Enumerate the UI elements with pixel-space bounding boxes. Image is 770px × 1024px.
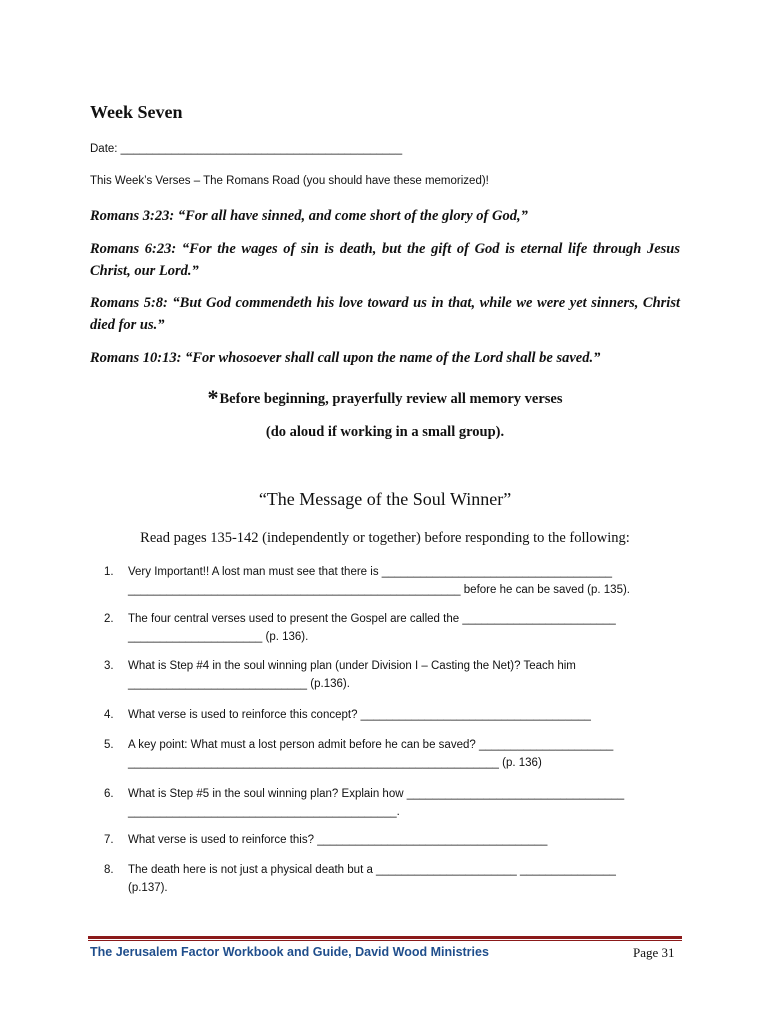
answer-line[interactable]: _____________________ (p. 136). bbox=[128, 631, 309, 643]
verses-intro: This Week’s Verses – The Romans Road (you should have these memorized)! bbox=[90, 175, 489, 187]
footer-rule-thin bbox=[88, 940, 682, 941]
footer-title: The Jerusalem Factor Workbook and Guide, David Wood Ministries bbox=[90, 945, 489, 959]
question-text[interactable]: What verse is used to reinforce this? ____________________________________ bbox=[128, 834, 548, 846]
review-line-2: (do aloud if working in a small group). bbox=[265, 424, 505, 440]
answer-line[interactable]: __________________________________________. bbox=[128, 806, 400, 818]
question-number: 2. bbox=[104, 613, 114, 625]
verse-romans-6-23: Romans 6:23: “For the wages of sin is death, but the gift of God is eternal life through Jesus Christ, our Lord.” bbox=[90, 241, 680, 279]
answer-line[interactable]: (p.137). bbox=[128, 882, 168, 894]
section-title: “The Message of the Soul Winner” bbox=[258, 489, 512, 509]
question-number: 3. bbox=[104, 660, 114, 672]
question-text: The four central verses used to present the Gospel are called the ________________________ bbox=[128, 613, 616, 625]
question-text: The death here is not just a physical death but a ______________________ _______________ bbox=[128, 864, 616, 876]
date-line: Date: ____________________________________________ bbox=[90, 143, 403, 155]
question-text: What is Step #5 in the soul winning plan? Explain how __________________________________ bbox=[128, 788, 625, 800]
question-number: 6. bbox=[104, 788, 114, 800]
question-text: Very Important!! A lost man must see that there is ____________________________________ bbox=[128, 566, 613, 578]
question-number: 5. bbox=[104, 739, 114, 751]
question-number: 8. bbox=[104, 864, 114, 876]
answer-line[interactable]: ____________________________ (p.136). bbox=[128, 678, 350, 690]
footer-rule-thick bbox=[88, 936, 682, 939]
question-text: What is Step #4 in the soul winning plan (under Division I – Casting the Net)? Teach him bbox=[128, 660, 576, 672]
review-line-1: Before beginning, prayerfully review all memory verses bbox=[219, 391, 563, 407]
answer-line[interactable]: __________________________________________________________ (p. 136) bbox=[128, 757, 542, 769]
question-text: A key point: What must a lost person admit before he can be saved? _____________________ bbox=[128, 739, 614, 751]
verse-romans-5-8: Romans 5:8: “But God commendeth his love toward us in that, while we were yet sinners, Christ died for us.” bbox=[90, 295, 680, 333]
question-number: 7. bbox=[104, 834, 114, 846]
page-number: Page 31 bbox=[633, 945, 675, 960]
review-instruction bbox=[0, 385, 770, 411]
week-title: Week Seven bbox=[90, 102, 183, 122]
reading-instruction: Read pages 135-142 (independently or together) before responding to the following: bbox=[140, 530, 630, 546]
verse-romans-3-23: Romans 3:23: “For all have sinned, and come short of the glory of God,” bbox=[90, 208, 528, 224]
verse-romans-10-13: Romans 10:13: “For whosoever shall call upon the name of the Lord shall be saved.” bbox=[90, 350, 601, 366]
answer-line[interactable]: ____________________________________________________ before he can be saved (p. 135). bbox=[128, 584, 630, 596]
question-number: 1. bbox=[104, 566, 114, 578]
asterisk-icon: * bbox=[207, 385, 219, 410]
question-number: 4. bbox=[104, 709, 114, 721]
question-text[interactable]: What verse is used to reinforce this concept? ____________________________________ bbox=[128, 709, 591, 721]
